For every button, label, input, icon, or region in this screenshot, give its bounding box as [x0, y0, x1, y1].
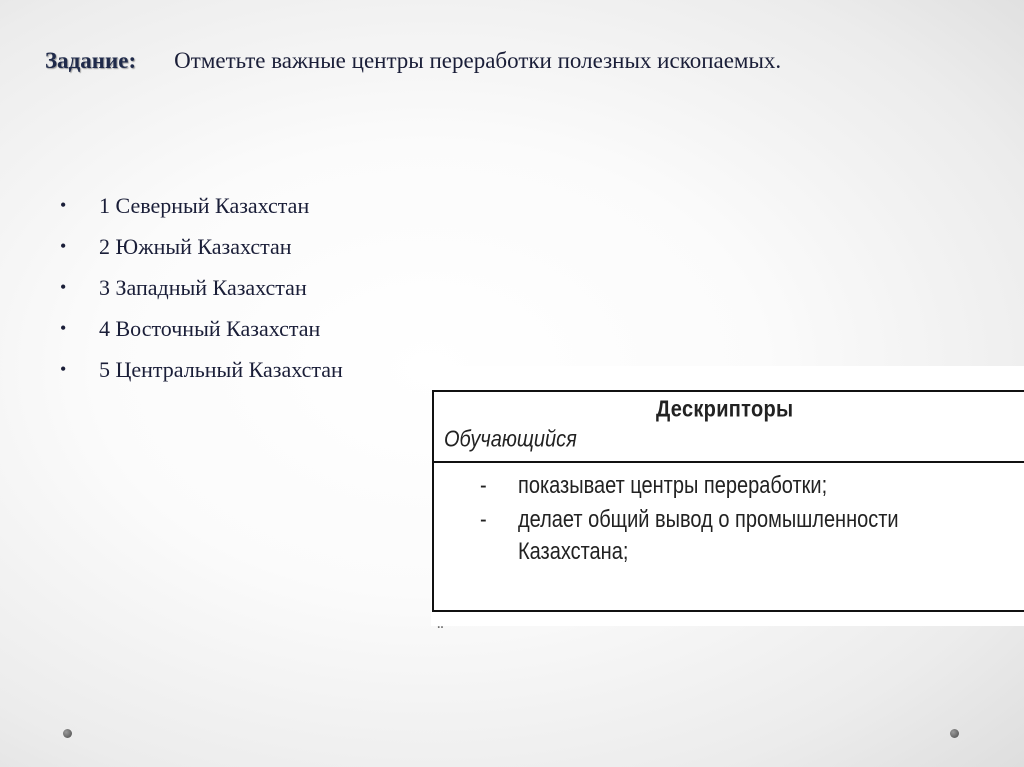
list-item — [60, 226, 343, 267]
list-item — [60, 349, 343, 390]
list-item-label: 5 Центральный Казахстан — [99, 356, 343, 382]
nav-dot-icon — [950, 729, 959, 738]
list-item — [60, 185, 343, 226]
descriptor-item-text: показывает центры переработки; — [518, 473, 828, 499]
list-item-label: 4 Восточный Казахстан — [99, 315, 321, 341]
region-list — [60, 185, 343, 390]
list-item-label: 3 Западный Казахстан — [99, 274, 307, 300]
title-text: Отметьте важные центры переработки полезных ископаемых. — [174, 48, 782, 73]
descriptor-item-text: делает общий вывод о промышленности — [518, 507, 899, 533]
bullet-icon: • — [60, 359, 67, 379]
descriptor-note: ‥ — [437, 620, 445, 631]
descriptor-table — [432, 390, 1024, 612]
dash-icon: - — [480, 507, 487, 533]
list-item — [60, 267, 343, 308]
title-label: Задание: — [45, 48, 137, 73]
bullet-icon: • — [60, 277, 67, 297]
list-item-label: 1 Северный Казахстан — [99, 192, 310, 218]
descriptor-role: Обучающийся — [444, 427, 577, 453]
descriptor-header — [434, 392, 1024, 463]
descriptor-image — [431, 366, 1024, 626]
bullet-icon: • — [60, 236, 67, 256]
slide-title — [45, 46, 781, 76]
bullet-icon: • — [60, 195, 67, 215]
descriptor-item-text: Казахстана; — [518, 539, 629, 565]
bullet-icon: • — [60, 318, 67, 338]
nav-dot-icon — [63, 729, 72, 738]
dash-icon: - — [480, 473, 487, 499]
list-item — [60, 308, 343, 349]
descriptor-heading: Дескрипторы — [656, 397, 794, 423]
list-item-label: 2 Южный Казахстан — [99, 233, 292, 259]
